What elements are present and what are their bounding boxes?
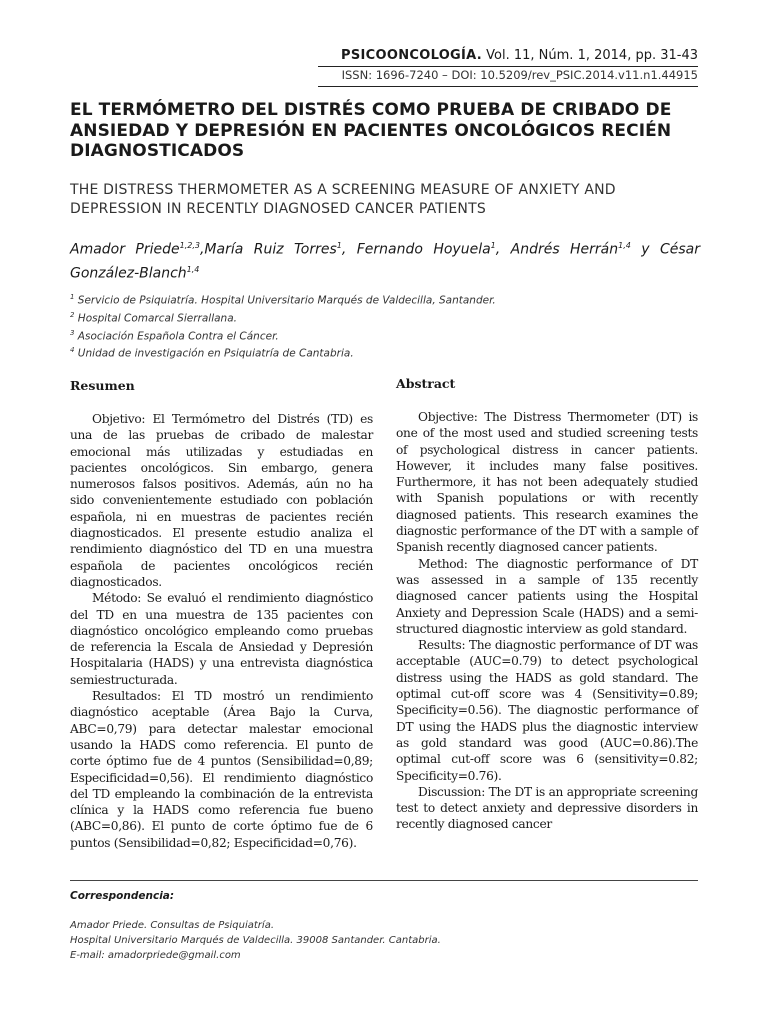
abstract-heading: Abstract [396,376,456,391]
author-name: ,María Ruiz Torres [199,241,337,258]
author-affil-sup: 1,2,3 [179,241,200,250]
author-list [70,236,700,283]
article-title-spanish: EL TERMÓMETRO DEL DISTRÉS COMO PRUEBA DE CRIBADO DE ANSIEDAD Y DEPRESIÓN EN PACIENTES ONCOLÓGICOS RECIÉN DIAGNOSTICADOS [70,100,672,161]
journal-header [138,47,698,65]
journal-citation [138,47,698,65]
affiliation-text: Unidad de investigación en Psiquiatría de Cantabria. [74,347,354,360]
resumen-heading: Resumen [70,378,135,393]
affiliation-text: Servicio de Psiquiatría. Hospital Universitario Marqués de Valdecilla, Santander. [74,294,496,307]
affiliation-sup: 4 [70,346,75,355]
affiliation-sup: 2 [70,310,75,319]
abstract-objective: Objective: The Distress Thermometer (DT) is one of the most used and studied screening tests of psychological distress in cancer patients. However, it includes many false positives. Furthermore, it has not been adequately studied with Spanish populations or with recently diagnosed patients. This research examines the diagnostic performance of the DT with a sample of Spanish recently diagnosed cancer patients. [396,410,698,555]
author-name: , Fernando Hoyuela [341,241,491,258]
resumen-objetivo: Objetivo: El Termómetro del Distrés (TD) es una de las pruebas de cribado de malestar emocional más utilizadas y estudiadas en pacientes oncológicos. Sin embargo, genera numerosos falsos positivos. Además, aún no ha sido convenientemente estudiado con población española, ni en muestras de pacientes recién diagnosticados. El presente estudio analiza el rendimiento diagnóstico del TD en una muestra española de pacientes oncológicos recién diagnosticados. [70,412,373,589]
abstract-discussion: Discussion: The DT is an appropriate screening test to detect anxiety and depressive disorders in recently diagnosed cancer [396,784,698,832]
author-name: y César González-Blanch [70,241,700,282]
author-affil-sup: 1 [336,241,342,250]
journal-name: PSICOONCOLOGÍA. [341,48,483,63]
author-affil-sup: 1,4 [186,264,200,274]
affiliation-item [70,343,700,361]
affiliation-item [70,290,700,308]
affiliation-item [70,308,700,326]
resumen-metodo: Método: Se evaluó el rendimiento diagnóstico del TD en una muestra de 135 pacientes con diagnóstico oncológico empleando como pruebas de referencia la Escala de Ansiedad y Depresión Hospitalaria (HADS) y una entrevista diagnóstica semiestructurada. [70,591,373,687]
abstract-results: Results: The diagnostic performance of DT was acceptable (AUC=0.79) to detect psychological distress using the HADS as gold standard. The optimal cut-off score was 4 (Sensitivity=0.89; Specificity=0.56). The diagnostic performance of DT using the HADS plus the diagnostic interview as gold standard was good (AUC=0.86).The optimal cut-off score was 6 (sensitivity=0.82; Specificity=0.76). [396,638,698,783]
correspondence-block [70,918,700,963]
correspondence-address: Hospital Universitario Marqués de Valdecilla. 39008 Santander. Cantabria. [70,935,441,946]
affiliation-sup: 3 [70,328,75,337]
affiliation-list [70,290,700,361]
correspondence-rule [70,880,698,881]
issn-doi: ISSN: 1696-7240 – DOI: 10.5209/rev_PSIC.2014.v11.n1.44915 [341,68,698,82]
resumen-resultados: Resultados: El TD mostró un rendimiento diagnóstico aceptable (Área Bajo la Curva, ABC=0,79) para detectar malestar emocional usando la HADS como referencia. El punto de corte óptimo fue de 4 puntos (Sensibilidad=0,89; Especificidad=0,56). El rendimiento diagnóstico del TD empleando la combinación de la entrevista clínica y la HADS como referencia fue bueno (ABC=0,86). El punto de corte óptimo fue de 6 puntos (Sensibilidad=0,82; Especificidad=0,76). [70,689,373,850]
abstract-column [396,376,698,833]
author-name: Amador Priede [70,241,180,258]
journal-issue: Vol. 11, Núm. 1, 2014, pp. 31-43 [486,48,698,63]
author-name: , Andrés Herrán [495,241,619,258]
affiliation-item [70,326,700,344]
resumen-column [70,378,373,851]
author-affil-sup: 1,4 [618,241,631,250]
affiliation-sup: 1 [70,293,75,301]
correspondence-name: Amador Priede. Consultas de Psiquiatría. [70,920,275,931]
correspondence-email: E-mail: amadorpriede@gmail.com [70,950,241,961]
correspondence-heading: Correspondencia: [70,890,175,902]
affiliation-text: Asociación Española Contra el Cáncer. [74,330,279,343]
author-affil-sup: 1 [490,241,496,250]
header-rule-top [318,66,698,67]
affiliation-text: Hospital Comarcal Sierrallana. [74,312,237,325]
abstract-method: Method: The diagnostic performance of DT was assessed in a sample of 135 recently diagnosed cancer patients using the Hospital Anxiety and Depression Scale (HADS) and a semi-structured diagnostic interview as gold standard. [396,556,698,636]
header-rule-bottom [318,86,698,87]
article-title-english: THE DISTRESS THERMOMETER AS A SCREENING MEASURE OF ANXIETY AND DEPRESSION IN RECENTLY DIAGNOSED CANCER PATIENTS [70,182,616,217]
